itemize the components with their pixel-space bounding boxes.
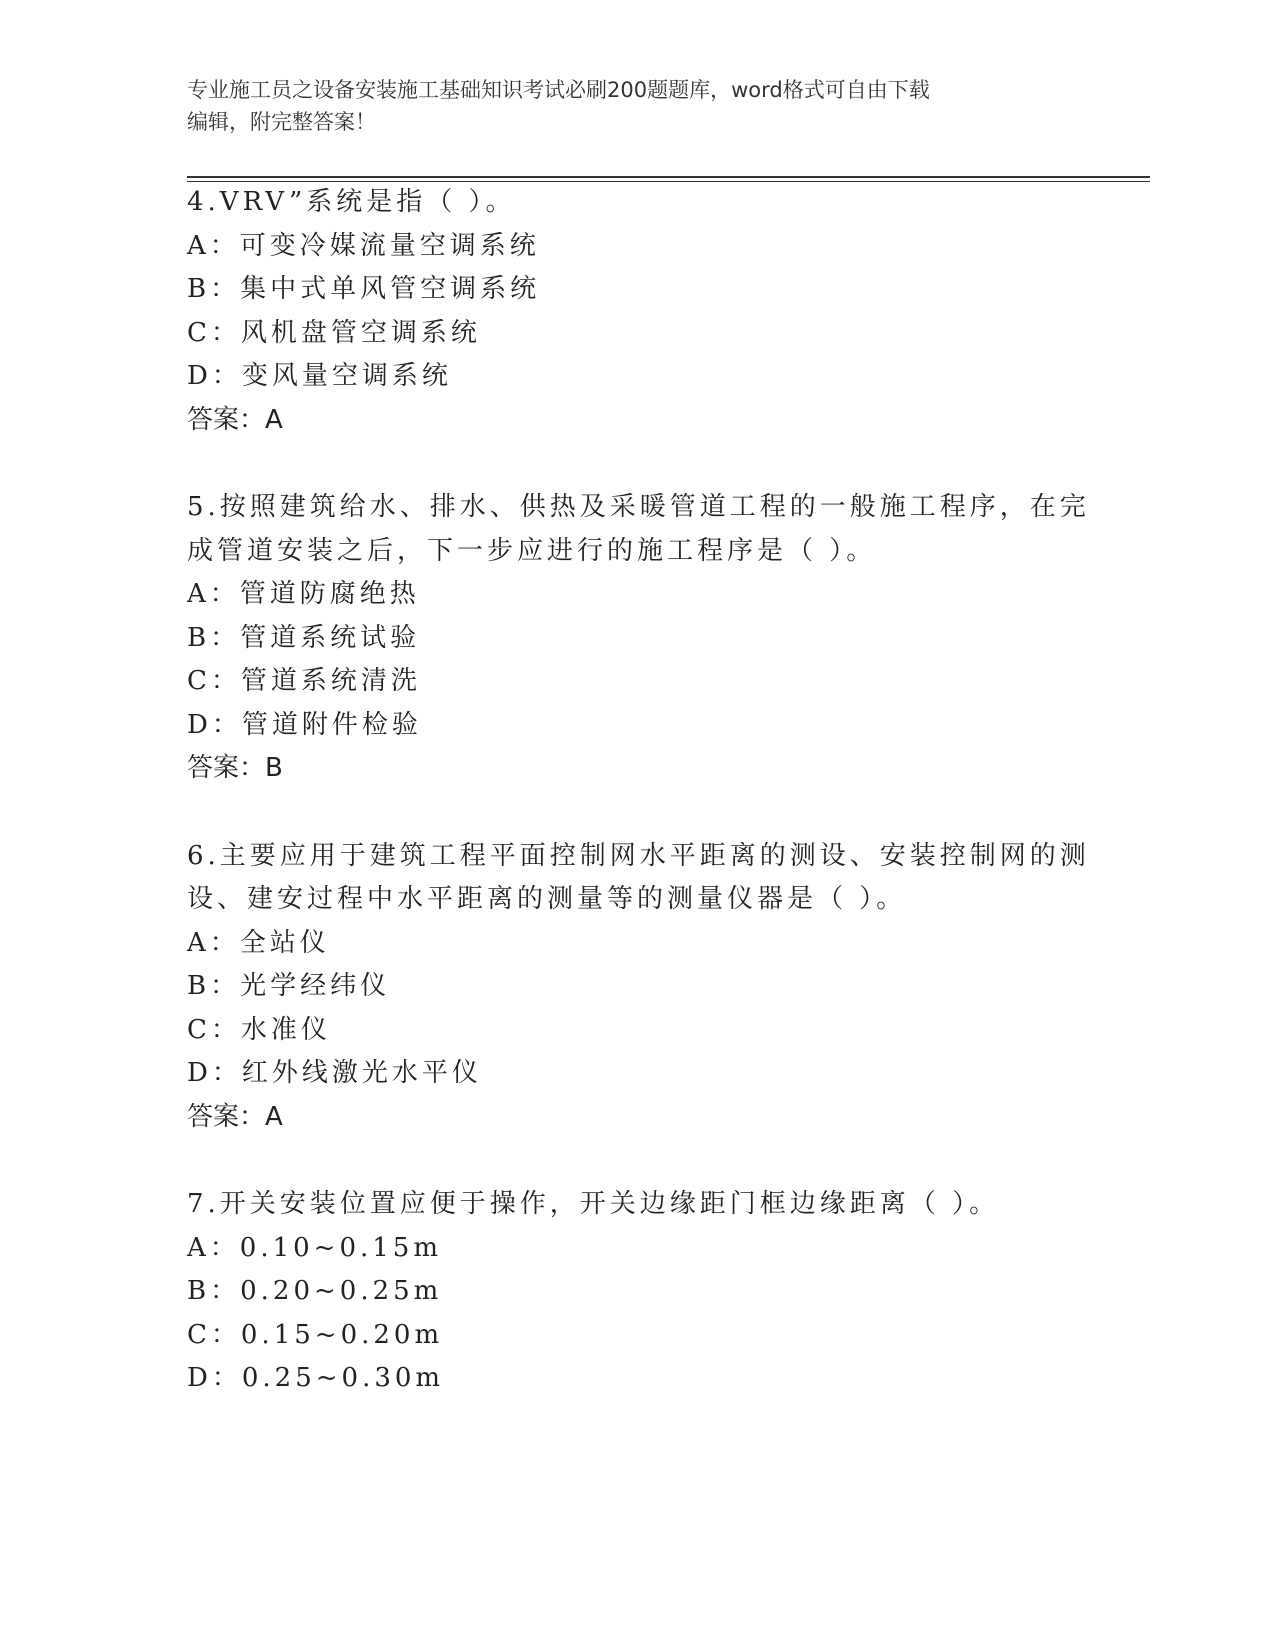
question-4-answer: 答案：A [187,405,283,435]
question-6-option-d: D：红外线激光水平仪 [187,1058,482,1088]
question-5-option-b: B：管道系统试验 [187,623,421,653]
question-7-option-c: C：0.15~0.20m [187,1320,444,1350]
question-4-option-c: C：风机盘管空调系统 [187,318,481,348]
question-6-option-b: B：光学经纬仪 [187,971,391,1001]
header-title-line1: 专业施工员之设备安装施工基础知识考试必刷200题题库，word格式可自由下载 [187,78,930,102]
question-4-option-a: A：可变冷媒流量空调系统 [187,231,540,261]
question-6-answer: 答案：A [187,1102,283,1132]
question-6-option-a: A：全站仪 [187,928,330,958]
question-6-stem-line2: 设、建安过程中水平距离的测量等的测量仪器是（ ）。 [187,884,907,914]
question-7-stem: 7.开关安装位置应便于操作，开关边缘距门框边缘距离（ ）。 [187,1189,1000,1219]
question-5-option-c: C：管道系统清洗 [187,666,421,696]
question-5-stem-line2: 成管道安装之后，下一步应进行的施工程序是（ ）。 [187,536,877,566]
question-4-stem: 4.VRV”系统是指（ ）。 [187,187,516,217]
question-4-option-b: B：集中式单风管空调系统 [187,274,541,304]
question-6-option-c: C：水准仪 [187,1015,331,1045]
question-4-option-d: D：变风量空调系统 [187,361,452,391]
header-title-line2: 编辑，附完整答案！ [187,110,376,134]
document-header [187,74,1087,138]
question-5-option-d: D：管道附件检验 [187,710,422,740]
header-divider-thin [187,181,1150,182]
question-7-option-b: B：0.20~0.25m [187,1276,443,1306]
question-6-stem-line1: 6.主要应用于建筑工程平面控制网水平距离的测设、安装控制网的测 [187,841,1090,871]
question-5-option-a: A：管道防腐绝热 [187,579,420,609]
question-5-stem-line1: 5.按照建筑给水、排水、供热及采暖管道工程的一般施工程序，在完 [187,492,1090,522]
question-7-option-d: D：0.25~0.30m [187,1363,445,1393]
question-5-answer: 答案：B [187,753,283,783]
header-divider-thick [187,176,1150,178]
question-7-option-a: A：0.10~0.15m [187,1233,442,1263]
